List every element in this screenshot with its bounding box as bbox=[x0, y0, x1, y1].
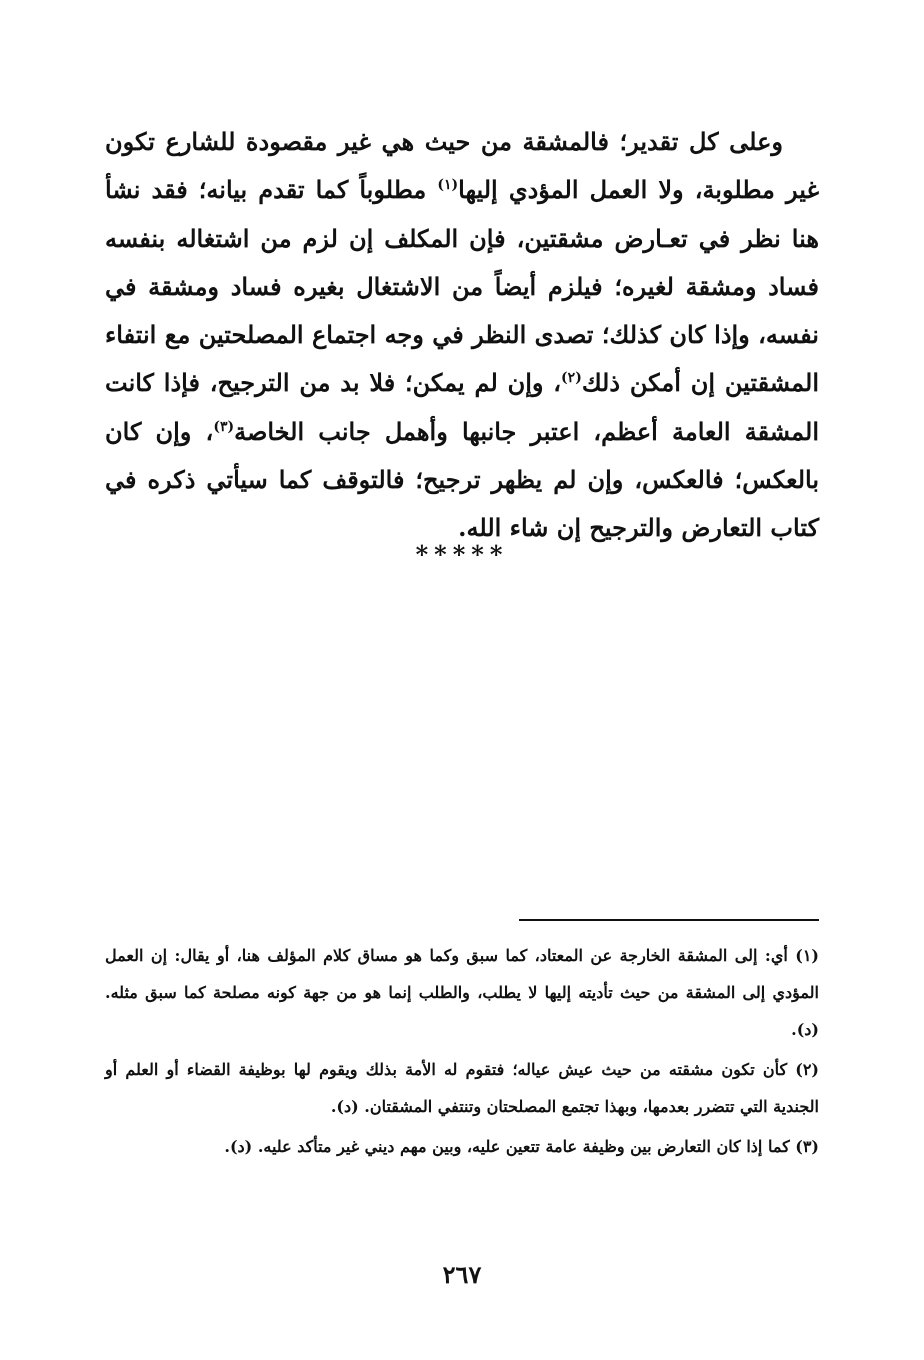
main-text-part-2: مطلوباً كما تقدم بيانه؛ فقد نشأ هنا نظر في تعـارض مشقتين، فإن المكلف إن لزم من اشتغاله بنفسه فساد ومشقة لغيره؛ فيلزم أيضاً من الاشتغال بغيره فساد ومشقة في نفسه، وإذا كان كذلك؛ تصدى النظر في وجه اجتماع المصلحتين مع انتفاء المشقتين إن أمكن ذلك bbox=[105, 175, 819, 398]
main-paragraph bbox=[105, 118, 819, 553]
main-text-part-3: ، وإن لم يمكن؛ فلا بد من الترجيح، فإذا كانت المشقة العامة أعظم، اعتبر جانبها وأهمل جانب الخاصة bbox=[105, 368, 819, 446]
footnote-ref-2: (٢) bbox=[561, 370, 582, 387]
footnotes bbox=[105, 937, 819, 1168]
section-separator: ***** bbox=[415, 540, 509, 569]
page-number: ٢٦٧ bbox=[442, 1260, 482, 1289]
footnote-rule bbox=[519, 919, 819, 921]
footnote-ref-1: (١) bbox=[437, 177, 459, 194]
main-text-part-4: ، وإن كان بالعكس؛ فالعكس، وإن لم يظهر ترجيح؛ فالتوقف كما سيأتي ذكره في كتاب التعارض والترجيح إن شاء الله. bbox=[105, 416, 819, 543]
footnote-3: (٣) كما إذا كان التعارض بين وظيفة عامة تتعين عليه، وبين مهم ديني غير متأكد عليه. (د). bbox=[224, 1137, 819, 1156]
footnote-ref-3: (٣) bbox=[213, 418, 235, 435]
main-text-part-1: وعلى كل تقدير؛ فالمشقة من حيث هي غير مقصودة للشارع تكون غير مطلوبة، ولا العمل المؤدي إليها bbox=[105, 127, 819, 205]
footnote-2: (٢) كأن تكون مشقته من حيث عيش عياله؛ فتقوم له الأمة بذلك ويقوم لها بوظيفة القضاء أو العلم أو الجندية التي تتضرر بعدمها، وبهذا تجتمع المصلحتان وتنتفي المشقتان. (د). bbox=[105, 1060, 819, 1116]
footnote-1: (١) أي: إلى المشقة الخارجة عن المعتاد، كما سبق وكما هو مساق كلام المؤلف هنا، أو يقال: إن العمل المؤدي إلى المشقة من حيث تأديته إليها لا يطلب، والطلب إنما هو من جهة كونه مصلحة كما سبق مثله. (د). bbox=[105, 946, 819, 1039]
